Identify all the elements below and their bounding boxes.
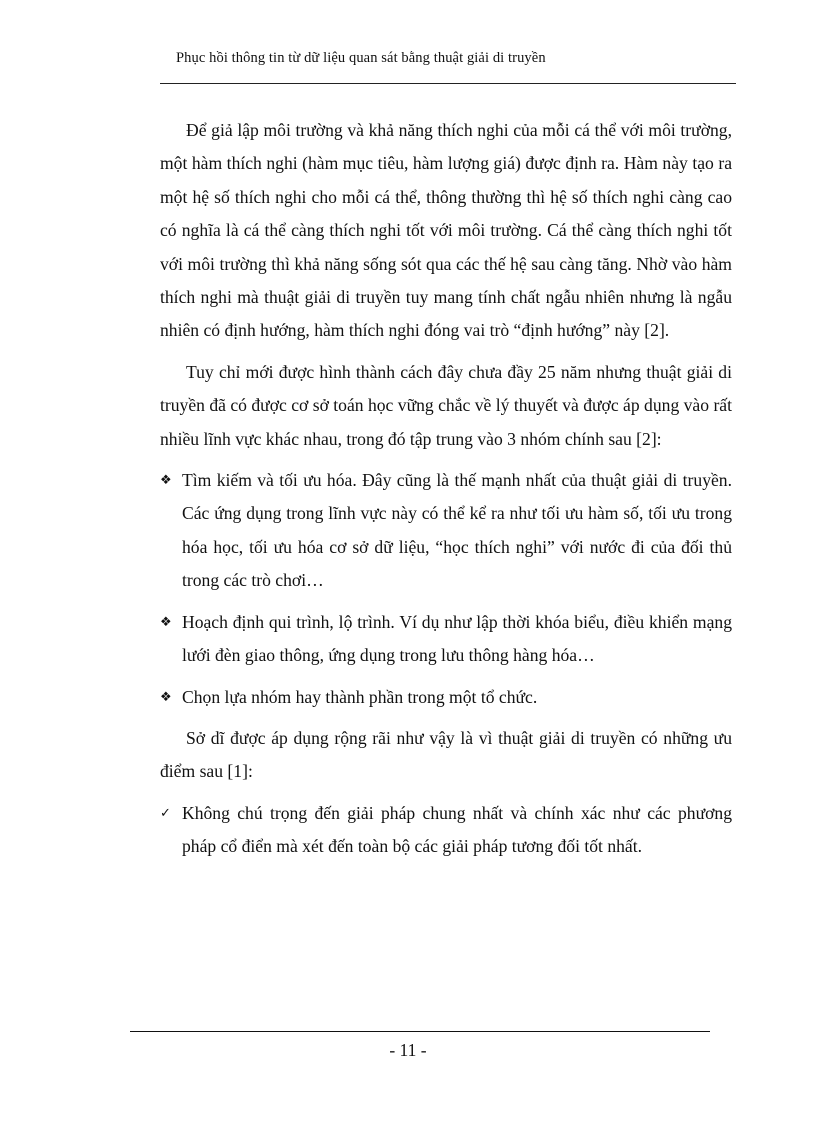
list-item-text: Hoạch định qui trình, lộ trình. Ví dụ như lập thời khóa biểu, điều khiển mạng lưới đèn giao thông, ứng dụng trong lưu thông hàng hóa… <box>182 611 732 666</box>
footer-rule <box>130 1031 710 1032</box>
list-item <box>160 681 732 714</box>
diamond-bullet-icon: ❖ <box>160 473 172 489</box>
list-item <box>160 464 732 598</box>
diamond-bullet-icon: ❖ <box>160 614 172 630</box>
diamond-bullet-icon: ❖ <box>160 689 172 705</box>
list-item-text: Tìm kiếm và tối ưu hóa. Đây cũng là thế mạnh nhất của thuật giải di truyền. Các ứng dụng trong lĩnh vực này có thể kể ra như tối ưu hàm số, tối ưu trong hóa học, tối ưu hóa cơ sở dữ liệu, “học thích nghi” với nước đi của đối thủ trong các trò chơi… <box>182 470 732 591</box>
page-number: - 11 - <box>389 1040 427 1060</box>
list-item <box>160 606 732 673</box>
paragraph-applications: Tuy chỉ mới được hình thành cách đây chưa đầy 25 năm nhưng thuật giải di truyền đã có được cơ sở toán học vững chắc về lý thuyết và được áp dụng vào rất nhiều lĩnh vực khác nhau, trong đó tập trung vào 3 nhóm chính sau [2]: <box>160 361 732 449</box>
list-item-text: Không chú trọng đến giải pháp chung nhất và chính xác như các phương pháp cổ điển mà xét đến toàn bộ các giải pháp tương đối tốt nhất. <box>182 802 732 857</box>
checkmark-icon: ✓ <box>160 805 171 821</box>
running-header: Phục hồi thông tin từ dữ liệu quan sát bằng thuật giải di truyền <box>176 50 546 66</box>
application-list <box>160 464 732 714</box>
body-text <box>160 114 732 872</box>
paragraph-fitness-function: Để giả lập môi trường và khả năng thích nghi của mỗi cá thể với môi trường, một hàm thích nghi (hàm mục tiêu, hàm lượng giá) được định ra. Hàm này tạo ra một hệ số thích nghi cho mỗi cá thể, thông thường thì hệ số thích nghi càng cao có nghĩa là cá thể càng thích nghi tốt với môi trường. Cá thể càng thích nghi tốt với môi trường thì khả năng sống sót qua các thế hệ sau càng tăng. Nhờ vào hàm thích nghi mà thuật giải di truyền tuy mang tính chất ngẫu nhiên nhưng là ngẫu nhiên có định hướng, hàm thích nghi đóng vai trò “định hướng” này [2]. <box>160 120 732 341</box>
list-item-text: Chọn lựa nhóm hay thành phần trong một tổ chức. <box>182 686 538 707</box>
paragraph-advantages: Sở dĩ được áp dụng rộng rãi như vậy là vì thuật giải di truyền có những ưu điểm sau [1]: <box>160 727 732 782</box>
advantage-list <box>160 797 732 864</box>
header-rule <box>160 83 736 84</box>
list-item <box>160 797 732 864</box>
